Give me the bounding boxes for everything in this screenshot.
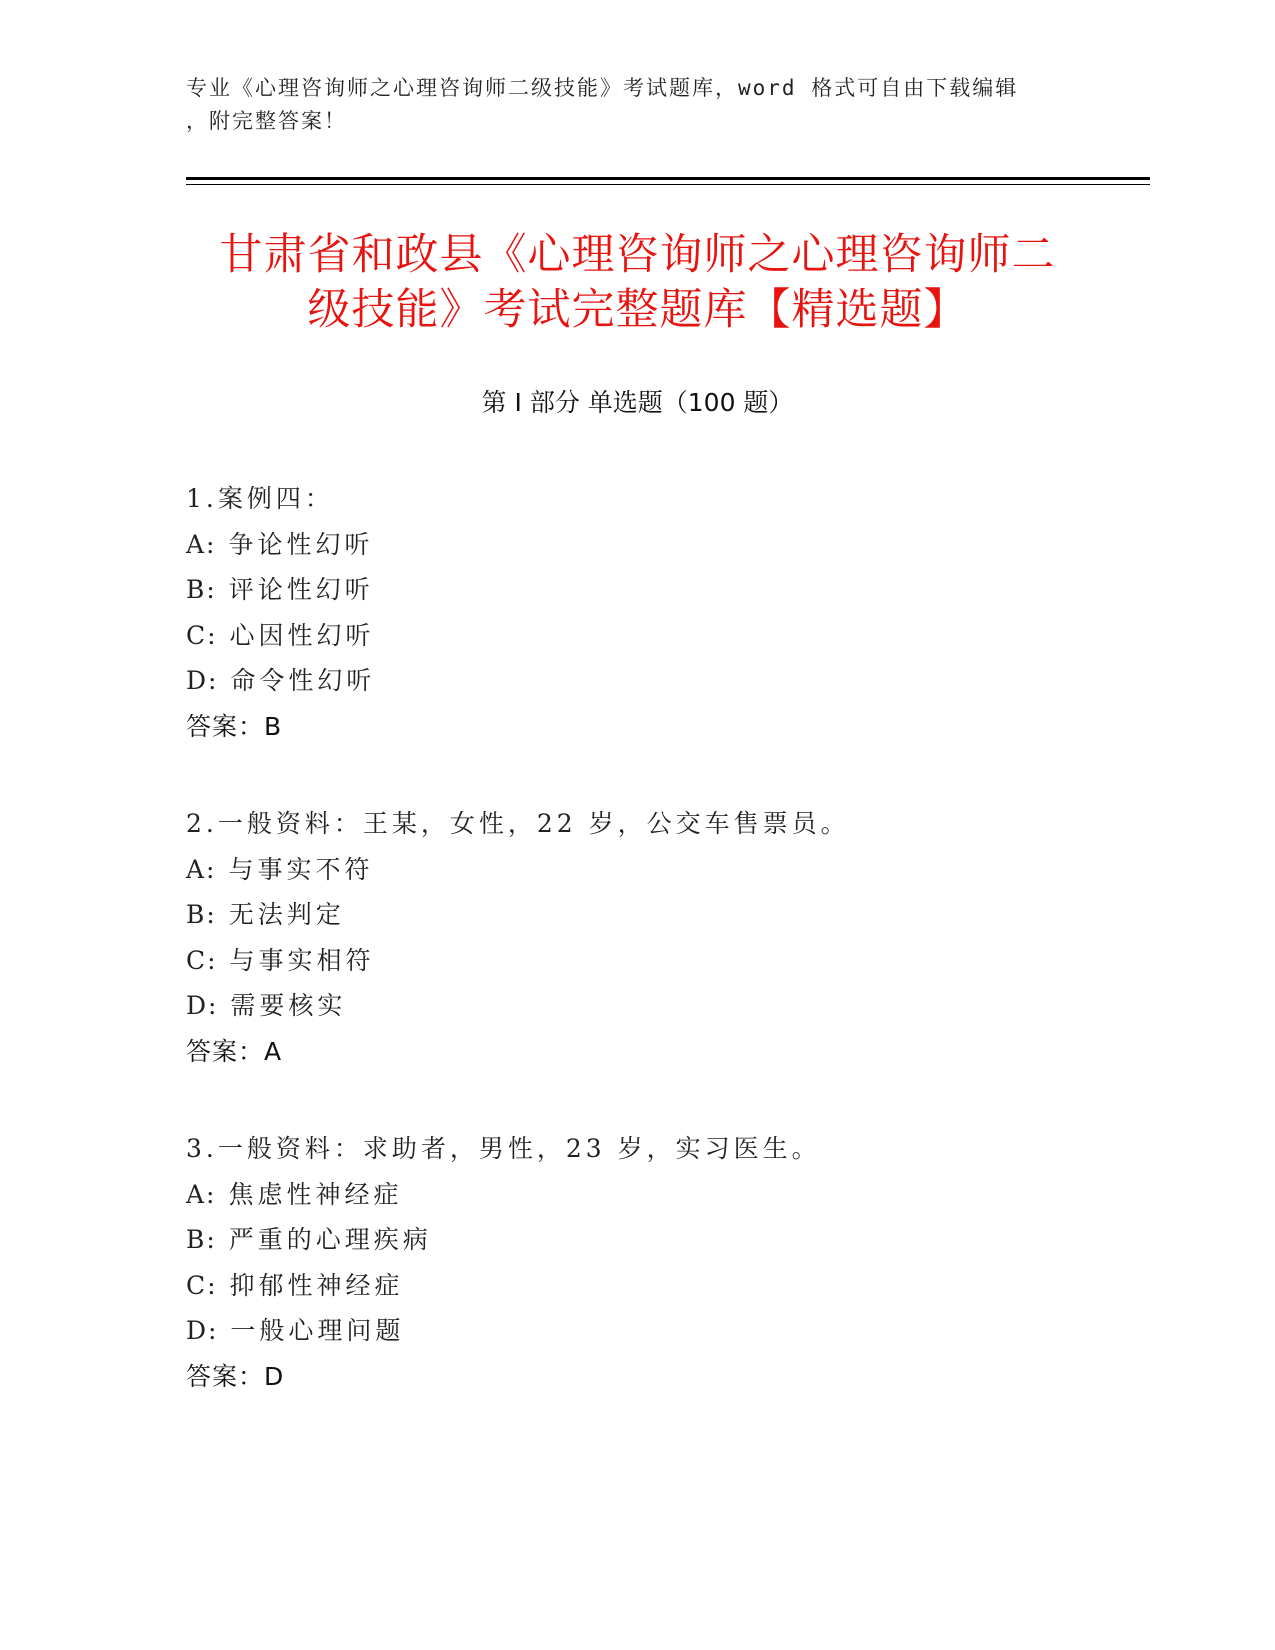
question-list — [186, 476, 1086, 1451]
section-heading: 第 I 部分 单选题（100 题） — [481, 388, 794, 417]
option-a — [186, 522, 1086, 568]
option-letter: A: — [186, 1179, 217, 1209]
answer-key: 答案：B — [186, 711, 283, 741]
option-b — [186, 567, 1086, 613]
header-divider-thin — [186, 184, 1150, 185]
option-letter: D: — [186, 666, 219, 695]
answer-key: 答案：D — [186, 1361, 285, 1391]
option-text: 一般心理问题 — [230, 1316, 405, 1345]
option-b — [186, 892, 1086, 938]
option-text: 心因性幻听 — [229, 620, 375, 650]
option-letter: C: — [186, 945, 218, 975]
question-stem: 1.案例四： — [186, 484, 334, 513]
option-text: 争论性幻听 — [228, 529, 374, 559]
header-divider-thick — [186, 177, 1150, 180]
option-text: 与事实不符 — [228, 854, 374, 884]
option-d — [186, 983, 1086, 1029]
document-title-line-1: 甘肃省和政县《心理咨询师之心理咨询师二 — [219, 230, 1056, 280]
question-1 — [186, 476, 1086, 749]
option-text: 需要核实 — [230, 991, 347, 1020]
option-text: 评论性幻听 — [228, 575, 374, 604]
option-c — [186, 1263, 1086, 1309]
option-letter: C: — [186, 620, 218, 650]
option-d — [186, 658, 1086, 704]
header-note-line-2: ，附完整答案！ — [186, 109, 347, 133]
option-letter: D: — [186, 991, 219, 1020]
option-text: 严重的心理疾病 — [228, 1225, 432, 1254]
option-a — [186, 1172, 1086, 1218]
answer-key: 答案：A — [186, 1036, 283, 1066]
option-letter: B: — [186, 575, 217, 604]
option-letter: C: — [186, 1270, 218, 1300]
document-title-line-2: 级技能》考试完整题库【精选题】 — [307, 285, 968, 335]
option-letter: D: — [186, 1316, 219, 1345]
question-stem: 2.一般资料：王某，女性，22 岁，公交车售票员。 — [186, 809, 850, 838]
header-note — [186, 72, 1086, 138]
option-text: 焦虑性神经症 — [228, 1179, 403, 1209]
option-text: 无法判定 — [228, 900, 345, 929]
option-letter: A: — [186, 529, 217, 559]
option-c — [186, 613, 1086, 659]
option-a — [186, 847, 1086, 893]
option-text: 与事实相符 — [229, 945, 375, 975]
option-b — [186, 1217, 1086, 1263]
question-2 — [186, 801, 1086, 1074]
question-3 — [186, 1126, 1086, 1399]
option-text: 命令性幻听 — [230, 666, 376, 695]
document-title — [150, 228, 1125, 338]
option-text: 抑郁性神经症 — [229, 1270, 404, 1300]
option-letter: A: — [186, 854, 217, 884]
question-stem: 3.一般资料：求助者，男性，23 岁，实习医生。 — [186, 1134, 821, 1163]
option-d — [186, 1308, 1086, 1354]
option-letter: B: — [186, 900, 217, 929]
header-note-line-1: 专业《心理咨询师之心理咨询师二级技能》考试题库，word 格式可自由下载编辑 — [186, 76, 1019, 100]
option-c — [186, 938, 1086, 984]
option-letter: B: — [186, 1225, 217, 1254]
